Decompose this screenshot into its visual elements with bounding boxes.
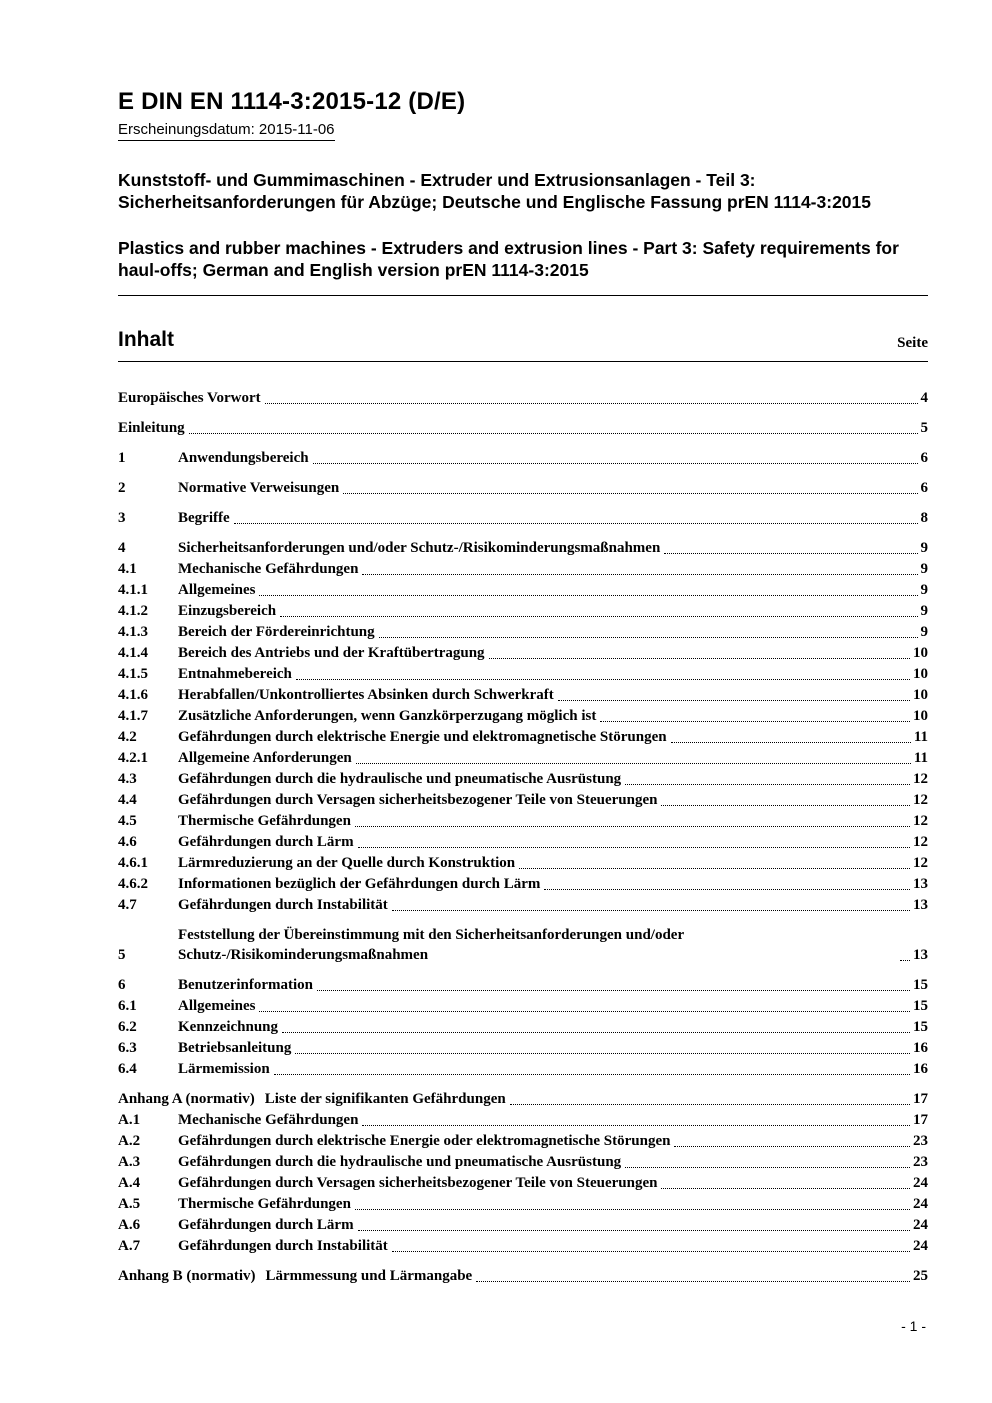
toc-leader-dots: [189, 433, 918, 434]
toc-entry-title: Bereich des Antriebs und der Kraftübertragung: [178, 645, 485, 661]
toc-entry-title: Allgemeines: [178, 582, 256, 598]
toc-entry-page: 25: [913, 1268, 928, 1284]
toc-entry-number: 4.5: [118, 813, 137, 829]
toc-entry-number: 3: [118, 510, 126, 526]
toc-leader-dots: [274, 1074, 910, 1075]
toc-header-row: [118, 328, 928, 352]
toc-entry[interactable]: [118, 853, 928, 873]
toc-leader-dots: [356, 763, 911, 764]
toc-entry-number: 6.1: [118, 998, 137, 1014]
toc-entry[interactable]: [118, 727, 928, 747]
toc-entry-number: 4.7: [118, 897, 137, 913]
toc-entry-page: 12: [913, 792, 928, 808]
toc-entry[interactable]: [118, 996, 928, 1016]
toc-entry[interactable]: [118, 685, 928, 705]
toc-entry-title: Allgemeines: [178, 998, 256, 1014]
toc-entry-number: 4.6.1: [118, 855, 148, 871]
toc-leader-dots: [259, 1011, 910, 1012]
toc-leader-dots: [625, 784, 910, 785]
toc-leader-dots: [476, 1281, 910, 1282]
toc-entry-page: 24: [913, 1238, 928, 1254]
toc-entry-title: Herabfallen/Unkontrolliertes Absinken durch Schwerkraft: [178, 687, 554, 703]
toc-entry-title: Kennzeichnung: [178, 1019, 279, 1035]
toc-entry-page: 9: [920, 582, 928, 598]
toc-entry-number: 4.1: [118, 561, 137, 577]
toc-entry-title: Entnahmebereich: [178, 666, 292, 682]
toc-leader-dots: [661, 1188, 910, 1189]
toc-leader-dots: [358, 847, 910, 848]
toc-entry-number: A.6: [118, 1217, 141, 1233]
toc-entry-page: 12: [913, 834, 928, 850]
toc-entry-number: 4.1.3: [118, 624, 148, 640]
toc-entry-title: Gefährdungen durch Versagen sicherheitsbezogener Teile von Steuerungen: [178, 792, 658, 808]
toc-entry-page: 9: [920, 561, 928, 577]
toc-leader-dots: [600, 721, 910, 722]
toc-entry-number: 1: [118, 450, 126, 466]
toc-leader-dots: [544, 889, 910, 890]
toc-entry-number: A.7: [118, 1238, 141, 1254]
toc-entry-title: Informationen bezüglich der Gefährdungen durch Lärm: [178, 876, 541, 892]
toc-entry-page: 11: [913, 750, 928, 766]
toc-entry-page: 15: [913, 998, 928, 1014]
toc-entry-number: 4.1.4: [118, 645, 148, 661]
toc-leader-dots: [664, 553, 917, 554]
toc-entry-page: 15: [913, 1019, 928, 1035]
toc-entry-title: Mechanische Gefährdungen: [178, 561, 359, 577]
toc-entry-number: 4.2.1: [118, 750, 148, 766]
toc-entry-page: 4: [920, 390, 928, 406]
toc-entry[interactable]: [118, 418, 928, 438]
toc-leader-dots: [625, 1167, 910, 1168]
toc-entry[interactable]: [118, 811, 928, 831]
toc-entry-page: 16: [913, 1040, 928, 1056]
header-divider: [118, 295, 928, 296]
toc-leader-dots: [282, 1032, 910, 1033]
toc-entry[interactable]: [118, 1017, 928, 1037]
toc-leader-dots: [358, 1230, 910, 1231]
toc-entry-number: A.4: [118, 1175, 141, 1191]
toc-entry[interactable]: [118, 643, 928, 663]
toc-entry-number: 4.6: [118, 834, 137, 850]
toc-entry[interactable]: [118, 706, 928, 726]
toc-entry-number: 5: [118, 947, 126, 963]
toc-entry-page: 6: [920, 480, 928, 496]
document-header: [118, 88, 928, 296]
toc-leader-dots: [295, 1053, 910, 1054]
toc-entry[interactable]: [118, 478, 928, 498]
toc-list: [118, 388, 928, 1286]
toc-entry-number: 6.3: [118, 1040, 137, 1056]
toc-leader-dots: [362, 574, 917, 575]
toc-entry-title: Liste der signifikanten Gefährdungen: [264, 1091, 506, 1107]
toc-divider: [118, 361, 928, 362]
doc-number: E DIN EN 1114-3:2015-12 (D/E): [118, 88, 466, 115]
toc-entry-number: 6.4: [118, 1061, 137, 1077]
toc-entry-title: Lärmemission: [178, 1061, 270, 1077]
toc-entry-page: 17: [913, 1091, 928, 1107]
toc-entry[interactable]: [118, 925, 928, 965]
toc-entry-title: Mechanische Gefährdungen: [178, 1112, 359, 1128]
toc-entry-number: 6.2: [118, 1019, 137, 1035]
toc-entry[interactable]: [118, 664, 928, 684]
toc-entry[interactable]: [118, 1059, 928, 1079]
toc-entry[interactable]: [118, 769, 928, 789]
toc-entry[interactable]: [118, 448, 928, 468]
toc-leader-dots: [900, 960, 910, 961]
toc-entry[interactable]: [118, 1236, 928, 1256]
toc-entry-title: Gefährdungen durch Instabilität: [178, 1238, 388, 1254]
toc-entry-page: 24: [913, 1196, 928, 1212]
toc-entry-title: Einzugsbereich: [178, 603, 277, 619]
toc-entry-number: 4.2: [118, 729, 137, 745]
toc-entry-number: 2: [118, 480, 126, 496]
toc-entry-title: Anwendungsbereich: [178, 450, 309, 466]
toc-entry[interactable]: [118, 1152, 928, 1172]
toc-entry-page: 12: [913, 771, 928, 787]
toc-entry-page: 9: [920, 624, 928, 640]
toc-entry-page: 13: [913, 947, 928, 963]
toc-leader-dots: [313, 463, 918, 464]
toc-entry-page: 9: [920, 603, 928, 619]
publication-date: Erscheinungsdatum: 2015-11-06: [118, 121, 335, 141]
toc-entry-number: 4.1.1: [118, 582, 148, 598]
toc-entry[interactable]: [118, 508, 928, 528]
toc-entry-page: 5: [920, 420, 928, 436]
toc-entry-number: 4.1.6: [118, 687, 148, 703]
toc-leader-dots: [671, 742, 911, 743]
toc-entry-page: 10: [913, 708, 928, 724]
page-number: - 1 -: [901, 1318, 926, 1334]
toc-leader-dots: [392, 910, 910, 911]
toc-entry-title: Feststellung der Übereinstimmung mit den Sicherheitsanforderungen und/oder Schutz-/Risikominderungsmaßnahmen: [178, 927, 684, 963]
toc-entry-title: Europäisches Vorwort: [118, 390, 261, 406]
toc-leader-dots: [343, 493, 917, 494]
toc-leader-dots: [489, 658, 910, 659]
toc-entry[interactable]: [118, 1089, 928, 1109]
toc-entry-number: 4.1.7: [118, 708, 148, 724]
toc-entry[interactable]: [118, 559, 928, 579]
toc-entry-title: Begriffe: [178, 510, 230, 526]
toc-leader-dots: [558, 700, 910, 701]
toc-entry-title: Zusätzliche Anforderungen, wenn Ganzkörperzugang möglich ist: [178, 708, 597, 724]
toc-entry[interactable]: [118, 580, 928, 600]
toc-leader-dots: [661, 805, 910, 806]
toc-entry-title: Sicherheitsanforderungen und/oder Schutz-/Risikominderungsmaßnahmen: [178, 540, 661, 556]
toc-leader-dots: [379, 637, 918, 638]
toc-leader-dots: [355, 1209, 910, 1210]
toc-entry-title: Gefährdungen durch elektrische Energie und elektromagnetische Störungen: [178, 729, 667, 745]
toc-entry-page: 13: [913, 876, 928, 892]
toc-entry-page: 10: [913, 645, 928, 661]
page-column-label: Seite: [897, 335, 928, 351]
toc-entry[interactable]: [118, 1038, 928, 1058]
toc-entry-title: Allgemeine Anforderungen: [178, 750, 352, 766]
toc-entry-title: Gefährdungen durch elektrische Energie oder elektromagnetische Störungen: [178, 1133, 671, 1149]
title-english: Plastics and rubber machines - Extruders and extrusion lines - Part 3: Safety requirements for haul-offs; German and English version prEN 1114-3:2015: [118, 238, 899, 280]
toc-entry-number: 4.6.2: [118, 876, 148, 892]
toc-leader-dots: [296, 679, 910, 680]
toc-entry[interactable]: [118, 538, 928, 558]
toc-entry-page: 8: [920, 510, 928, 526]
toc-entry-page: 24: [913, 1175, 928, 1191]
toc-entry-number: A.5: [118, 1196, 141, 1212]
toc-entry[interactable]: [118, 975, 928, 995]
toc-entry[interactable]: [118, 1194, 928, 1214]
toc-entry-title: Bereich der Fördereinrichtung: [178, 624, 375, 640]
toc-entry-page: 12: [913, 813, 928, 829]
toc-entry-number: A.1: [118, 1112, 141, 1128]
toc-entry-prefix: Anhang B (normativ): [118, 1268, 256, 1284]
toc-leader-dots: [280, 616, 917, 617]
toc-entry-page: 23: [913, 1133, 928, 1149]
toc-entry-number: 4.3: [118, 771, 137, 787]
toc-entry-title: Betriebsanleitung: [178, 1040, 292, 1056]
toc-entry-title: Gefährdungen durch Lärm: [178, 1217, 354, 1233]
toc-entry-page: 12: [913, 855, 928, 871]
toc-entry-number: 6: [118, 977, 126, 993]
toc-entry-title: Einleitung: [118, 420, 185, 436]
toc-entry[interactable]: [118, 895, 928, 915]
toc-heading: Inhalt: [118, 328, 174, 351]
toc-entry-number: A.2: [118, 1133, 141, 1149]
toc-entry-title: Thermische Gefährdungen: [178, 1196, 351, 1212]
toc-entry-number: 4.1.2: [118, 603, 148, 619]
toc-entry-page: 17: [913, 1112, 928, 1128]
toc-leader-dots: [317, 990, 910, 991]
toc-entry[interactable]: [118, 1266, 928, 1286]
toc-leader-dots: [519, 868, 910, 869]
toc-entry-title: Lärmreduzierung an der Quelle durch Konstruktion: [178, 855, 516, 871]
toc-entry[interactable]: [118, 622, 928, 642]
toc-entry[interactable]: [118, 601, 928, 621]
toc-entry-prefix: Anhang A (normativ): [118, 1091, 255, 1107]
toc-entry-title: Normative Verweisungen: [178, 480, 340, 496]
toc-entry-page: 23: [913, 1154, 928, 1170]
toc-entry-title: Gefährdungen durch Instabilität: [178, 897, 388, 913]
toc-entry-number: 4.4: [118, 792, 137, 808]
toc-leader-dots: [355, 826, 910, 827]
toc-entry-number: 4.1.5: [118, 666, 148, 682]
toc-entry-title: Gefährdungen durch Versagen sicherheitsbezogener Teile von Steuerungen: [178, 1175, 658, 1191]
toc-entry[interactable]: [118, 1173, 928, 1193]
page-footer: [901, 1318, 926, 1334]
toc-entry[interactable]: [118, 832, 928, 852]
toc-leader-dots: [674, 1146, 910, 1147]
toc-entry[interactable]: [118, 790, 928, 810]
title-german: Kunststoff- und Gummimaschinen - Extruder und Extrusionsanlagen - Teil 3: Sicherheitsanforderungen für Abzüge; Deutsche und Englische Fassung prEN 1114-3:2015: [118, 170, 872, 212]
toc-entry[interactable]: [118, 1110, 928, 1130]
toc-entry-title: Gefährdungen durch die hydraulische und pneumatische Ausrüstung: [178, 1154, 622, 1170]
toc-entry-page: 6: [920, 450, 928, 466]
toc-entry-page: 10: [913, 666, 928, 682]
toc-entry[interactable]: [118, 388, 928, 408]
toc-leader-dots: [362, 1125, 910, 1126]
toc-entry-page: 13: [913, 897, 928, 913]
toc-leader-dots: [234, 523, 918, 524]
toc-entry[interactable]: [118, 1131, 928, 1151]
toc-entry-number: 4: [118, 540, 126, 556]
toc-leader-dots: [392, 1251, 910, 1252]
toc-entry-title: Benutzerinformation: [178, 977, 313, 993]
toc-entry-page: 15: [913, 977, 928, 993]
table-of-contents: [118, 328, 928, 1286]
toc-leader-dots: [510, 1104, 910, 1105]
toc-entry-page: 16: [913, 1061, 928, 1077]
toc-entry-title: Gefährdungen durch Lärm: [178, 834, 354, 850]
toc-entry-page: 10: [913, 687, 928, 703]
toc-entry-page: 24: [913, 1217, 928, 1233]
toc-entry-title: Lärmmessung und Lärmangabe: [265, 1268, 473, 1284]
toc-entry[interactable]: [118, 748, 928, 768]
toc-entry-title: Gefährdungen durch die hydraulische und pneumatische Ausrüstung: [178, 771, 622, 787]
toc-entry[interactable]: [118, 874, 928, 894]
toc-leader-dots: [259, 595, 917, 596]
toc-leader-dots: [265, 403, 918, 404]
toc-entry-page: 9: [920, 540, 928, 556]
toc-entry[interactable]: [118, 1215, 928, 1235]
toc-entry-number: A.3: [118, 1154, 141, 1170]
toc-entry-page: 11: [913, 729, 928, 745]
toc-entry-title: Thermische Gefährdungen: [178, 813, 351, 829]
